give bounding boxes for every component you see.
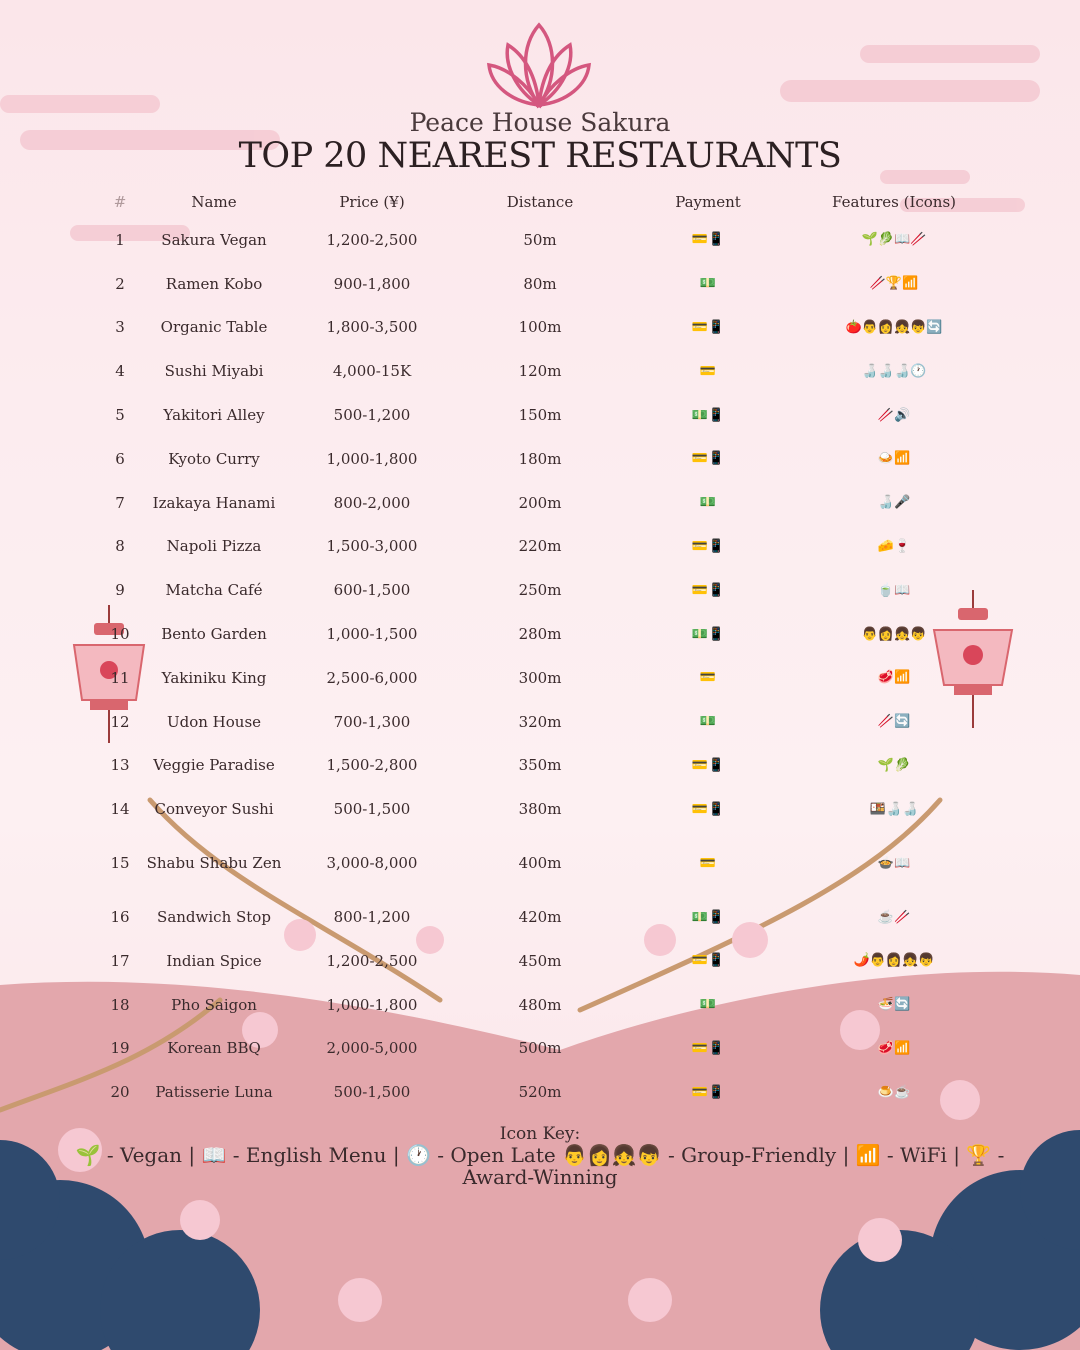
distance: 280m <box>518 625 562 644</box>
table-row <box>96 831 992 895</box>
table-row <box>96 525 992 569</box>
restaurant-name: Indian Spice <box>166 951 262 970</box>
row-number: 19 <box>110 1039 130 1058</box>
price-range: 1,000-1,500 <box>326 625 418 644</box>
feature-icons: 🌱🥬 <box>877 757 911 773</box>
restaurant-name: Napoli Pizza <box>166 537 262 556</box>
row-number: 18 <box>110 995 130 1014</box>
payment-icons: 💳📱 <box>691 801 725 817</box>
table-row <box>96 895 992 939</box>
feature-icons: 🍜🔄 <box>877 997 911 1013</box>
distance: 50m <box>523 230 557 249</box>
price-range: 900-1,800 <box>333 274 411 293</box>
table-row <box>96 656 992 700</box>
price-range: 500-1,500 <box>333 800 411 819</box>
price-range: 1,500-2,800 <box>326 756 418 775</box>
table-row <box>96 700 992 744</box>
payment-icons: 💵 <box>699 495 717 511</box>
column-header-features: Features (Icons) <box>831 193 957 211</box>
price-range: 2,500-6,000 <box>326 668 418 687</box>
page-title: TOP 20 NEAREST RESTAURANTS <box>238 136 842 176</box>
feature-icons: 🧀🍷 <box>877 538 911 554</box>
table-row <box>96 262 992 306</box>
row-number: 12 <box>110 712 130 731</box>
row-number: 17 <box>110 951 130 970</box>
icon-key <box>0 1124 1080 1188</box>
price-range: 800-2,000 <box>333 493 411 512</box>
payment-icons: 💳 <box>699 855 717 871</box>
restaurant-name: Pho Saigon <box>171 995 257 1014</box>
payment-icons: 💳📱 <box>691 538 725 554</box>
restaurant-name: Sakura Vegan <box>161 230 267 249</box>
row-number: 14 <box>110 800 130 819</box>
distance: 180m <box>518 449 562 468</box>
row-number: 10 <box>110 625 130 644</box>
restaurant-table <box>96 186 992 1114</box>
icon-key-legend-continued: Award-Winning <box>462 1165 618 1189</box>
price-range: 500-1,500 <box>333 1083 411 1102</box>
row-number: 7 <box>115 493 125 512</box>
price-range: 4,000-15K <box>332 362 412 381</box>
price-range: 1,200-2,500 <box>326 951 418 970</box>
feature-icons: 🌶️👨👩👧👦 <box>853 953 935 969</box>
row-number: 1 <box>115 230 125 249</box>
payment-icons: 💳📱 <box>691 319 725 335</box>
table-row <box>96 939 992 983</box>
feature-icons: 🥢🏆📶 <box>869 276 919 292</box>
distance: 420m <box>518 908 562 927</box>
row-number: 9 <box>115 581 125 600</box>
distance: 150m <box>518 406 562 425</box>
row-number: 3 <box>115 318 125 337</box>
distance: 100m <box>518 318 562 337</box>
restaurant-name: Kyoto Curry <box>168 449 260 468</box>
table-row <box>96 218 992 262</box>
restaurant-name: Organic Table <box>160 318 268 337</box>
distance: 80m <box>523 274 557 293</box>
price-range: 1,000-1,800 <box>326 449 418 468</box>
payment-icons: 💳📱 <box>691 582 725 598</box>
table-row <box>96 787 992 831</box>
distance: 480m <box>518 995 562 1014</box>
column-header-price: Price (¥) <box>339 193 405 211</box>
feature-icons: 🥢🔄 <box>877 714 911 730</box>
distance: 300m <box>518 668 562 687</box>
restaurant-name: Udon House <box>166 712 262 731</box>
row-number: 15 <box>110 854 130 873</box>
table-row <box>96 983 992 1027</box>
payment-icons: 💳📱 <box>691 1084 725 1100</box>
table-row <box>96 306 992 350</box>
payment-icons: 💵📱 <box>691 626 725 642</box>
table-row <box>96 744 992 788</box>
payment-icons: 💵📱 <box>691 407 725 423</box>
price-range: 2,000-5,000 <box>326 1039 418 1058</box>
row-number: 6 <box>115 449 125 468</box>
payment-icons: 💵 <box>699 714 717 730</box>
column-header-number: # <box>113 193 127 211</box>
restaurant-name: Ramen Kobo <box>165 274 263 293</box>
payment-icons: 💳📱 <box>691 232 725 248</box>
table-row <box>96 568 992 612</box>
row-number: 20 <box>110 1083 130 1102</box>
row-number: 16 <box>110 908 130 927</box>
feature-icons: 🥩📶 <box>877 1040 911 1056</box>
payment-icons: 💳📱 <box>691 1040 725 1056</box>
distance: 120m <box>518 362 562 381</box>
payment-icons: 💳📱 <box>691 451 725 467</box>
icon-key-legend: 🌱 - Vegan | 📖 - English Menu | 🕐 - Open Late 👨👩👧👦 - Group-Friendly | 📶 - WiFi | 🏆 - <box>75 1143 1005 1167</box>
feature-icons: ☕🥢 <box>877 909 911 925</box>
restaurant-name: Sandwich Stop <box>157 908 271 927</box>
feature-icons: 🍶🎤 <box>877 495 911 511</box>
payment-icons: 💳 <box>699 670 717 686</box>
restaurant-name: Patisserie Luna <box>155 1083 273 1102</box>
payment-icons: 💳📱 <box>691 953 725 969</box>
price-range: 1,200-2,500 <box>326 230 418 249</box>
price-range: 1,800-3,500 <box>326 318 418 337</box>
feature-icons: 🥢🔊 <box>877 407 911 423</box>
price-range: 600-1,500 <box>333 581 411 600</box>
column-header-payment: Payment <box>675 193 741 211</box>
row-number: 4 <box>115 362 125 381</box>
restaurant-name: Yakiniku King <box>161 668 267 687</box>
feature-icons: 👨👩👧👦 <box>861 626 927 642</box>
row-number: 5 <box>115 406 125 425</box>
price-range: 3,000-8,000 <box>326 854 418 873</box>
price-range: 700-1,300 <box>333 712 411 731</box>
distance: 520m <box>518 1083 562 1102</box>
distance: 500m <box>518 1039 562 1058</box>
distance: 450m <box>518 951 562 970</box>
row-number: 2 <box>115 274 125 293</box>
distance: 380m <box>518 800 562 819</box>
icon-key-heading: Icon Key: <box>499 1124 581 1144</box>
payment-icons: 💵📱 <box>691 909 725 925</box>
row-number: 13 <box>110 756 130 775</box>
restaurant-name: Matcha Café <box>165 581 263 600</box>
venue-name: Peace House Sakura <box>409 108 671 137</box>
distance: 350m <box>518 756 562 775</box>
payment-icons: 💳 <box>699 363 717 379</box>
table-row <box>96 393 992 437</box>
feature-icons: 🍮☕ <box>877 1084 911 1100</box>
feature-icons: 🍶🍶🍶🕐 <box>861 363 927 379</box>
price-range: 500-1,200 <box>333 406 411 425</box>
table-row <box>96 437 992 481</box>
distance: 220m <box>518 537 562 556</box>
row-number: 8 <box>115 537 125 556</box>
feature-icons: 🍛📶 <box>877 451 911 467</box>
payment-icons: 💵 <box>699 276 717 292</box>
restaurant-name: Shabu Shabu Zen <box>146 854 282 873</box>
table-header-row <box>96 186 992 218</box>
payment-icons: 💵 <box>699 997 717 1013</box>
table-row <box>96 1027 992 1071</box>
restaurant-name: Yakitori Alley <box>163 406 265 425</box>
table-row <box>96 481 992 525</box>
table-row <box>96 612 992 656</box>
restaurant-name: Conveyor Sushi <box>154 800 274 819</box>
feature-icons: 🍵📖 <box>877 582 911 598</box>
feature-icons: 🍱🍶🍶 <box>869 801 919 817</box>
restaurant-name: Bento Garden <box>161 625 267 644</box>
feature-icons: 🍲📖 <box>877 855 911 871</box>
price-range: 800-1,200 <box>333 908 411 927</box>
feature-icons: 🌱🥬📖🥢 <box>861 232 927 248</box>
lotus-logo <box>486 20 592 110</box>
restaurant-name: Sushi Miyabi <box>164 362 264 381</box>
payment-icons: 💳📱 <box>691 757 725 773</box>
table-row <box>96 349 992 393</box>
table-row <box>96 1070 992 1114</box>
price-range: 1,000-1,800 <box>326 995 418 1014</box>
restaurant-name: Veggie Paradise <box>153 756 275 775</box>
distance: 200m <box>518 493 562 512</box>
restaurant-name: Korean BBQ <box>167 1039 261 1058</box>
distance: 250m <box>518 581 562 600</box>
price-range: 1,500-3,000 <box>326 537 418 556</box>
row-number: 11 <box>110 668 130 687</box>
column-header-distance: Distance <box>506 193 574 211</box>
column-header-name: Name <box>191 193 237 211</box>
restaurant-name: Izakaya Hanami <box>152 493 276 512</box>
distance: 320m <box>518 712 562 731</box>
feature-icons: 🥩📶 <box>877 670 911 686</box>
feature-icons: 🍅👨👩👧👦🔄 <box>845 319 943 335</box>
distance: 400m <box>518 854 562 873</box>
